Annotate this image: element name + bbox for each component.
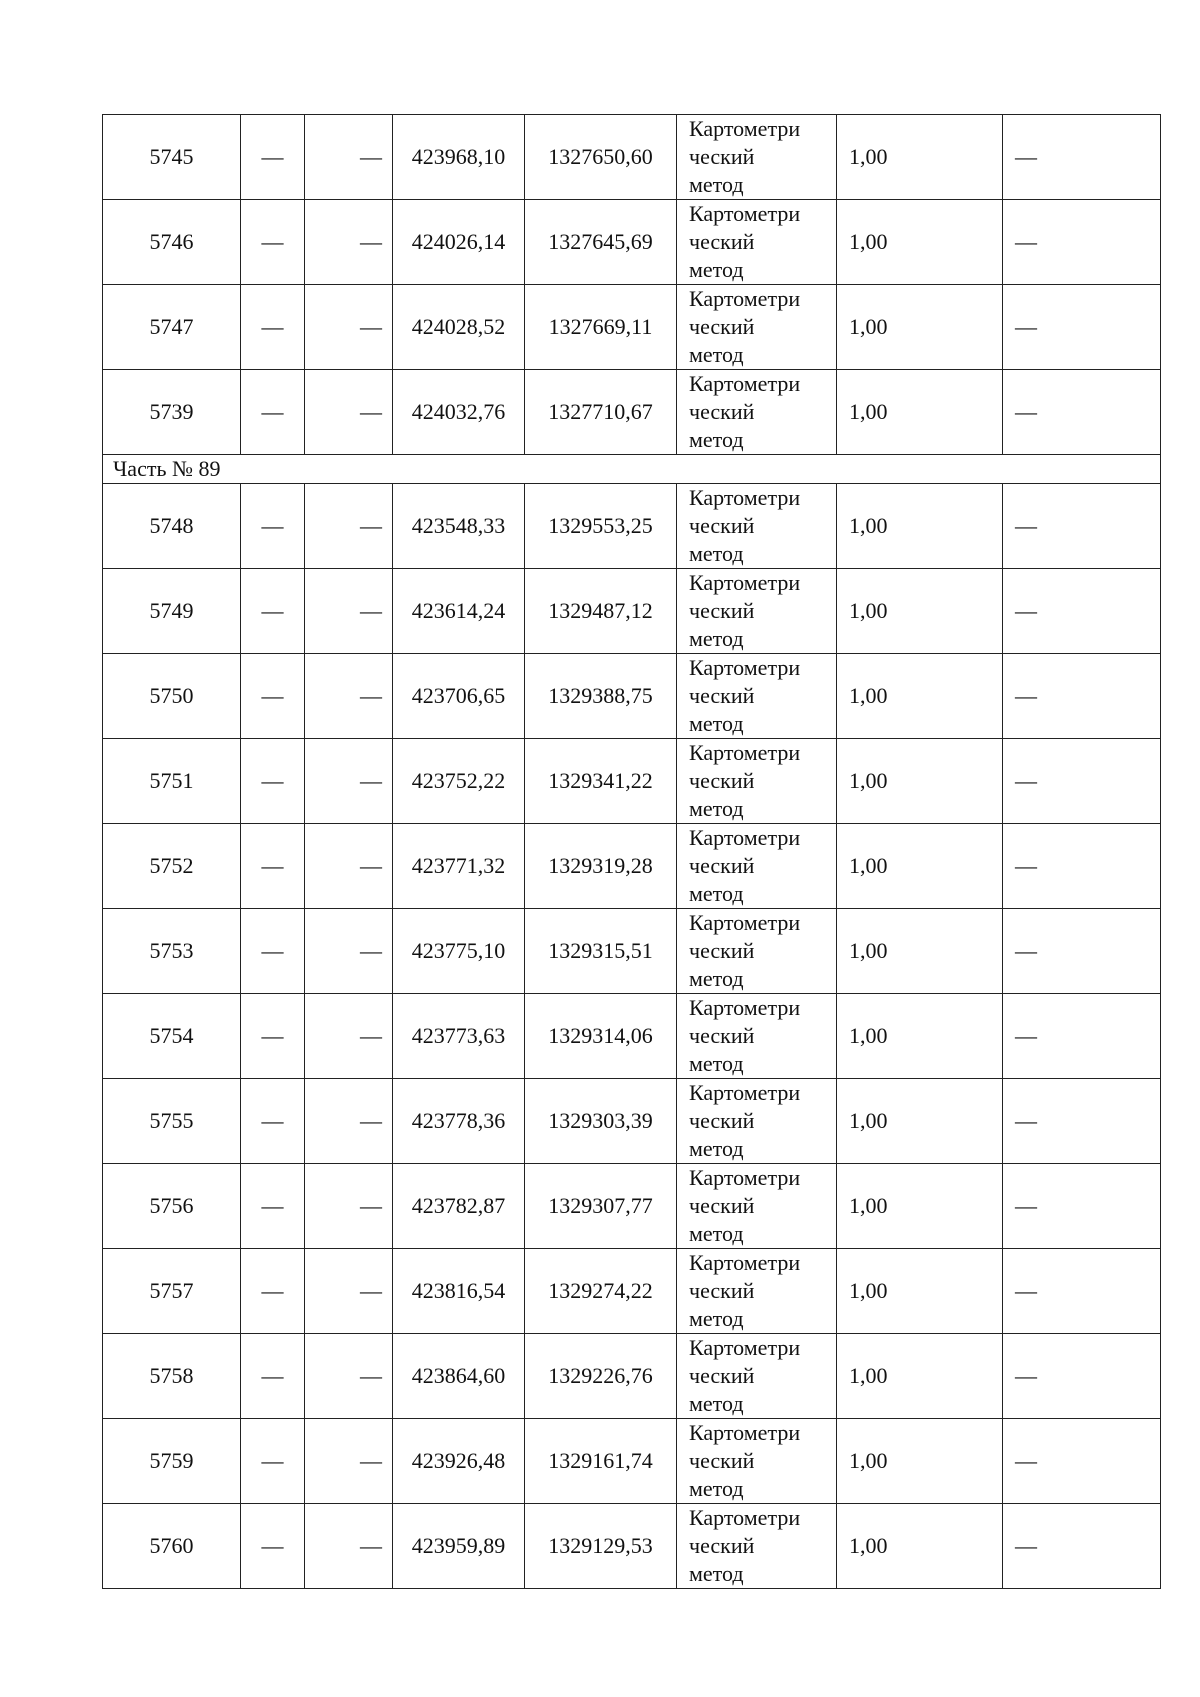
y-coordinate-cell: 1327650,60 — [525, 115, 677, 200]
dash-cell: — — [1003, 909, 1161, 994]
method-line: метод — [689, 626, 744, 651]
table-row — [103, 994, 1161, 1079]
method-line: метод — [689, 711, 744, 736]
method-cell — [677, 569, 837, 654]
method-line: метод — [689, 881, 744, 906]
x-coordinate-cell: 423773,63 — [393, 994, 525, 1079]
accuracy-cell: 1,00 — [837, 1419, 1003, 1504]
y-coordinate-cell: 1327645,69 — [525, 200, 677, 285]
y-coordinate-cell: 1329487,12 — [525, 569, 677, 654]
method-line: ческий — [689, 144, 755, 169]
y-coordinate-cell: 1329161,74 — [525, 1419, 677, 1504]
method-cell — [677, 1334, 837, 1419]
x-coordinate-cell: 423752,22 — [393, 739, 525, 824]
method-line: метод — [689, 1561, 744, 1586]
table-row — [103, 200, 1161, 285]
table-row — [103, 1334, 1161, 1419]
dash-cell: — — [305, 1334, 393, 1419]
method-line: Картометри — [689, 1250, 801, 1275]
dash-cell: — — [1003, 569, 1161, 654]
method-cell — [677, 739, 837, 824]
dash-cell: — — [305, 1419, 393, 1504]
method-line: ческий — [689, 938, 755, 963]
method-cell — [677, 200, 837, 285]
method-line: Картометри — [689, 371, 801, 396]
dash-cell: — — [1003, 1249, 1161, 1334]
dash-cell: — — [241, 909, 305, 994]
dash-cell: — — [305, 569, 393, 654]
dash-cell: — — [305, 1504, 393, 1589]
point-number-cell: 5749 — [103, 569, 241, 654]
dash-cell: — — [305, 1164, 393, 1249]
dash-cell: — — [241, 1419, 305, 1504]
point-number-cell: 5758 — [103, 1334, 241, 1419]
method-cell — [677, 115, 837, 200]
table-row — [103, 1504, 1161, 1589]
method-line: ческий — [689, 513, 755, 538]
dash-cell: — — [241, 569, 305, 654]
dash-cell: — — [241, 824, 305, 909]
method-line: метод — [689, 342, 744, 367]
y-coordinate-cell: 1329553,25 — [525, 484, 677, 569]
dash-cell: — — [305, 285, 393, 370]
y-coordinate-cell: 1329303,39 — [525, 1079, 677, 1164]
method-line: ческий — [689, 853, 755, 878]
point-number-cell: 5750 — [103, 654, 241, 739]
method-text — [689, 484, 836, 568]
y-coordinate-cell: 1329341,22 — [525, 739, 677, 824]
accuracy-cell: 1,00 — [837, 824, 1003, 909]
y-coordinate-cell: 1327669,11 — [525, 285, 677, 370]
coordinates-table — [102, 114, 1161, 1589]
x-coordinate-cell: 423706,65 — [393, 654, 525, 739]
method-cell — [677, 824, 837, 909]
section-label: Часть № 89 — [103, 455, 1161, 484]
method-line: ческий — [689, 683, 755, 708]
method-cell — [677, 484, 837, 569]
accuracy-cell: 1,00 — [837, 200, 1003, 285]
method-line: ческий — [689, 314, 755, 339]
method-cell — [677, 1164, 837, 1249]
dash-cell: — — [305, 994, 393, 1079]
point-number-cell: 5754 — [103, 994, 241, 1079]
table-row — [103, 569, 1161, 654]
dash-cell: — — [241, 1249, 305, 1334]
method-text — [689, 909, 836, 993]
dash-cell: — — [1003, 200, 1161, 285]
method-text — [689, 1249, 836, 1333]
method-line: Картометри — [689, 116, 801, 141]
dash-cell: — — [305, 115, 393, 200]
y-coordinate-cell: 1329388,75 — [525, 654, 677, 739]
table-row — [103, 1164, 1161, 1249]
section-row — [103, 455, 1161, 484]
method-text — [689, 994, 836, 1078]
dash-cell: — — [305, 654, 393, 739]
x-coordinate-cell: 423548,33 — [393, 484, 525, 569]
method-line: метод — [689, 1221, 744, 1246]
method-line: ческий — [689, 1278, 755, 1303]
method-line: Картометри — [689, 201, 801, 226]
table-row — [103, 1249, 1161, 1334]
method-line: Картометри — [689, 1080, 801, 1105]
dash-cell: — — [1003, 824, 1161, 909]
method-line: Картометри — [689, 1505, 801, 1530]
dash-cell: — — [241, 1334, 305, 1419]
method-cell — [677, 654, 837, 739]
accuracy-cell: 1,00 — [837, 285, 1003, 370]
method-line: Картометри — [689, 570, 801, 595]
dash-cell: — — [241, 370, 305, 455]
method-line: Картометри — [689, 910, 801, 935]
method-text — [689, 1504, 836, 1588]
dash-cell: — — [1003, 1419, 1161, 1504]
method-text — [689, 739, 836, 823]
method-text — [689, 370, 836, 454]
y-coordinate-cell: 1329307,77 — [525, 1164, 677, 1249]
accuracy-cell: 1,00 — [837, 484, 1003, 569]
dash-cell: — — [1003, 285, 1161, 370]
method-line: Картометри — [689, 825, 801, 850]
method-line: Картометри — [689, 1165, 801, 1190]
point-number-cell: 5753 — [103, 909, 241, 994]
point-number-cell: 5752 — [103, 824, 241, 909]
dash-cell: — — [241, 739, 305, 824]
method-line: ческий — [689, 1193, 755, 1218]
x-coordinate-cell: 423614,24 — [393, 569, 525, 654]
accuracy-cell: 1,00 — [837, 1079, 1003, 1164]
method-line: метод — [689, 966, 744, 991]
accuracy-cell: 1,00 — [837, 739, 1003, 824]
method-line: ческий — [689, 598, 755, 623]
method-cell — [677, 1419, 837, 1504]
point-number-cell: 5747 — [103, 285, 241, 370]
dash-cell: — — [305, 1079, 393, 1164]
x-coordinate-cell: 423782,87 — [393, 1164, 525, 1249]
x-coordinate-cell: 424026,14 — [393, 200, 525, 285]
point-number-cell: 5751 — [103, 739, 241, 824]
accuracy-cell: 1,00 — [837, 909, 1003, 994]
dash-cell: — — [241, 285, 305, 370]
accuracy-cell: 1,00 — [837, 1504, 1003, 1589]
method-cell — [677, 370, 837, 455]
method-text — [689, 1164, 836, 1248]
point-number-cell: 5760 — [103, 1504, 241, 1589]
dash-cell: — — [241, 1079, 305, 1164]
point-number-cell: 5745 — [103, 115, 241, 200]
y-coordinate-cell: 1329129,53 — [525, 1504, 677, 1589]
x-coordinate-cell: 423864,60 — [393, 1334, 525, 1419]
method-line: Картометри — [689, 1335, 801, 1360]
dash-cell: — — [241, 654, 305, 739]
table-row — [103, 739, 1161, 824]
dash-cell: — — [305, 909, 393, 994]
table-row — [103, 824, 1161, 909]
dash-cell: — — [1003, 654, 1161, 739]
method-text — [689, 824, 836, 908]
table-row — [103, 285, 1161, 370]
method-line: метод — [689, 257, 744, 282]
point-number-cell: 5759 — [103, 1419, 241, 1504]
accuracy-cell: 1,00 — [837, 1164, 1003, 1249]
accuracy-cell: 1,00 — [837, 370, 1003, 455]
method-line: Картометри — [689, 286, 801, 311]
y-coordinate-cell: 1329315,51 — [525, 909, 677, 994]
method-line: ческий — [689, 1023, 755, 1048]
dash-cell: — — [1003, 484, 1161, 569]
method-line: метод — [689, 427, 744, 452]
x-coordinate-cell: 424028,52 — [393, 285, 525, 370]
point-number-cell: 5755 — [103, 1079, 241, 1164]
method-text — [689, 1419, 836, 1503]
dash-cell: — — [305, 824, 393, 909]
x-coordinate-cell: 423778,36 — [393, 1079, 525, 1164]
method-text — [689, 1079, 836, 1163]
method-line: метод — [689, 1391, 744, 1416]
method-line: ческий — [689, 1108, 755, 1133]
dash-cell: — — [241, 994, 305, 1079]
y-coordinate-cell: 1327710,67 — [525, 370, 677, 455]
table-row — [103, 115, 1161, 200]
method-line: метод — [689, 1476, 744, 1501]
point-number-cell: 5756 — [103, 1164, 241, 1249]
method-line: ческий — [689, 1363, 755, 1388]
x-coordinate-cell: 423926,48 — [393, 1419, 525, 1504]
dash-cell: — — [241, 115, 305, 200]
method-line: Картометри — [689, 1420, 801, 1445]
point-number-cell: 5746 — [103, 200, 241, 285]
x-coordinate-cell: 423968,10 — [393, 115, 525, 200]
method-line: Картометри — [689, 485, 801, 510]
dash-cell: — — [305, 484, 393, 569]
method-text — [689, 200, 836, 284]
dash-cell: — — [1003, 1504, 1161, 1589]
dash-cell: — — [1003, 1079, 1161, 1164]
method-line: ческий — [689, 399, 755, 424]
method-line: Картометри — [689, 995, 801, 1020]
method-cell — [677, 1504, 837, 1589]
dash-cell: — — [1003, 370, 1161, 455]
method-line: метод — [689, 1306, 744, 1331]
dash-cell: — — [305, 200, 393, 285]
method-cell — [677, 1079, 837, 1164]
method-cell — [677, 285, 837, 370]
x-coordinate-cell: 423771,32 — [393, 824, 525, 909]
method-line: метод — [689, 796, 744, 821]
point-number-cell: 5739 — [103, 370, 241, 455]
dash-cell: — — [305, 1249, 393, 1334]
method-line: ческий — [689, 768, 755, 793]
accuracy-cell: 1,00 — [837, 569, 1003, 654]
method-line: метод — [689, 1051, 744, 1076]
point-number-cell: 5748 — [103, 484, 241, 569]
dash-cell: — — [305, 370, 393, 455]
dash-cell: — — [241, 484, 305, 569]
method-line: Картометри — [689, 740, 801, 765]
dash-cell: — — [1003, 1334, 1161, 1419]
method-line: метод — [689, 172, 744, 197]
dash-cell: — — [1003, 994, 1161, 1079]
y-coordinate-cell: 1329314,06 — [525, 994, 677, 1079]
y-coordinate-cell: 1329274,22 — [525, 1249, 677, 1334]
table-row — [103, 484, 1161, 569]
table-row — [103, 909, 1161, 994]
table-row — [103, 370, 1161, 455]
method-text — [689, 654, 836, 738]
method-text — [689, 569, 836, 653]
x-coordinate-cell: 424032,76 — [393, 370, 525, 455]
method-line: Картометри — [689, 655, 801, 680]
method-cell — [677, 909, 837, 994]
y-coordinate-cell: 1329319,28 — [525, 824, 677, 909]
method-text — [689, 1334, 836, 1418]
method-text — [689, 285, 836, 369]
table-row — [103, 1419, 1161, 1504]
accuracy-cell: 1,00 — [837, 1249, 1003, 1334]
accuracy-cell: 1,00 — [837, 994, 1003, 1079]
method-line: метод — [689, 541, 744, 566]
dash-cell: — — [241, 1504, 305, 1589]
method-line: ческий — [689, 1533, 755, 1558]
dash-cell: — — [1003, 739, 1161, 824]
method-cell — [677, 994, 837, 1079]
method-line: ческий — [689, 229, 755, 254]
table-row — [103, 654, 1161, 739]
y-coordinate-cell: 1329226,76 — [525, 1334, 677, 1419]
method-line: метод — [689, 1136, 744, 1161]
dash-cell: — — [305, 739, 393, 824]
dash-cell: — — [241, 200, 305, 285]
accuracy-cell: 1,00 — [837, 115, 1003, 200]
x-coordinate-cell: 423816,54 — [393, 1249, 525, 1334]
dash-cell: — — [241, 1164, 305, 1249]
table-row — [103, 1079, 1161, 1164]
dash-cell: — — [1003, 1164, 1161, 1249]
method-cell — [677, 1249, 837, 1334]
method-line: ческий — [689, 1448, 755, 1473]
accuracy-cell: 1,00 — [837, 654, 1003, 739]
dash-cell: — — [1003, 115, 1161, 200]
point-number-cell: 5757 — [103, 1249, 241, 1334]
accuracy-cell: 1,00 — [837, 1334, 1003, 1419]
x-coordinate-cell: 423775,10 — [393, 909, 525, 994]
x-coordinate-cell: 423959,89 — [393, 1504, 525, 1589]
method-text — [689, 115, 836, 199]
table-body — [103, 115, 1161, 1589]
